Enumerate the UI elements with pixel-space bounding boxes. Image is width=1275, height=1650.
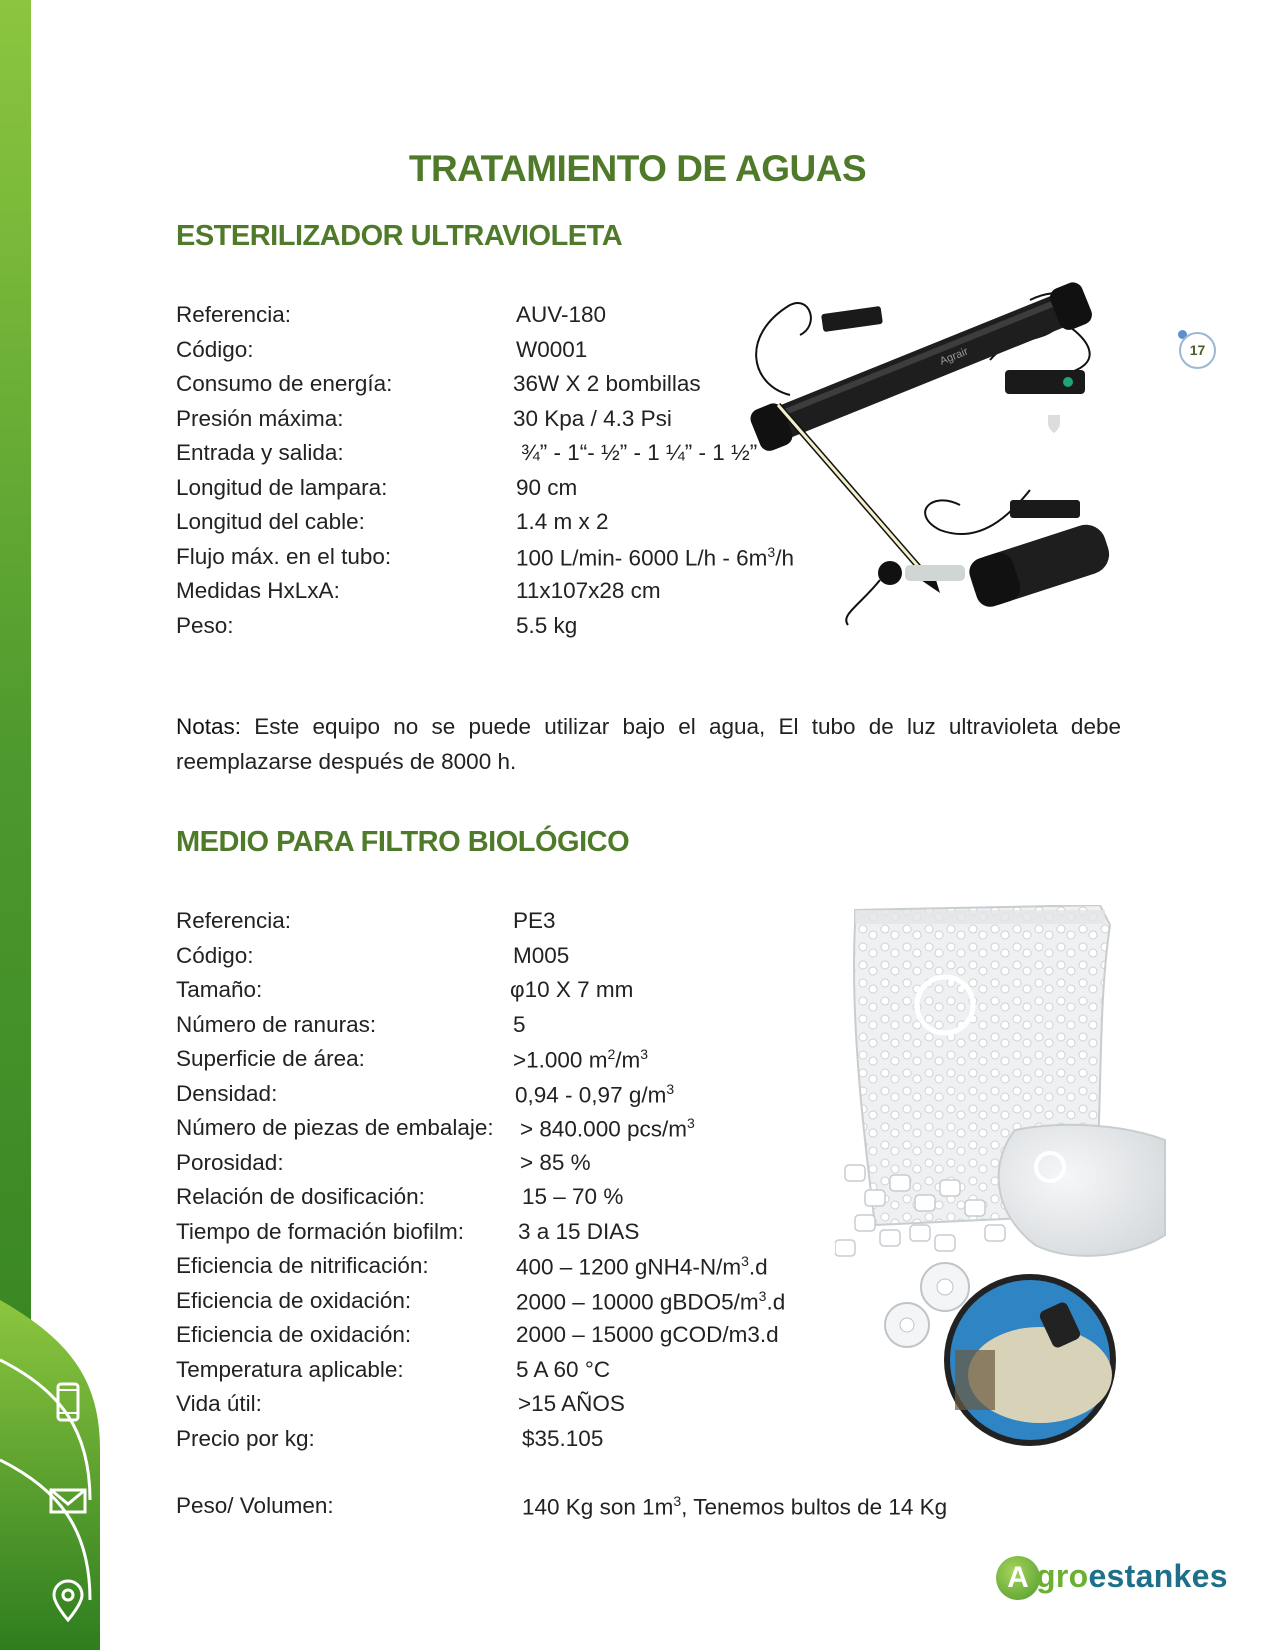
spec-label: Porosidad: [176, 1149, 284, 1175]
spec-value: 2000 – 15000 gCOD/m3.d [516, 1322, 779, 1347]
spec-value: AUV-180 [516, 302, 607, 327]
spec-label: Número de piezas de embalaje: [176, 1115, 494, 1140]
spec-row [176, 1493, 976, 1528]
spec-value [515, 1081, 674, 1109]
spec-value: φ10 X 7 mm [510, 977, 634, 1002]
spec-value: PE3 [513, 908, 556, 933]
logo-text [1036, 1558, 1228, 1595]
spec-row [176, 1219, 856, 1254]
spec-label: Referencia: [176, 302, 292, 327]
spec-value [513, 1046, 648, 1074]
spec-label: Vida útil: [176, 1391, 262, 1416]
spec-row [176, 1357, 856, 1392]
bio-spec-list [176, 908, 856, 1460]
spec-label: Eficiencia de nitrificación: [176, 1253, 429, 1278]
spec-label: Precio por kg: [176, 1425, 315, 1451]
spec-label: Relación de dosificación: [176, 1184, 425, 1209]
spec-value [516, 1288, 785, 1316]
bio-filter-media-image [835, 905, 1175, 1475]
phone-icon [44, 1378, 92, 1426]
spec-row [176, 1012, 856, 1047]
spec-label: Código: [176, 336, 254, 362]
spec-row [176, 475, 816, 510]
spec-row [176, 337, 816, 372]
spec-label: Consumo de energía: [176, 371, 393, 396]
spec-row [176, 1288, 856, 1323]
spec-value: 1.4 m x 2 [516, 509, 609, 534]
spec-value: 30 Kpa / 4.3 Psi [513, 405, 672, 431]
spec-label: Peso/ Volumen: [176, 1493, 334, 1518]
spec-label: Eficiencia de oxidación: [176, 1287, 412, 1313]
spec-row [176, 440, 816, 475]
notes-label: Notas: [176, 714, 242, 739]
spec-value: $35.105 [522, 1425, 604, 1451]
spec-value: 11x107x28 cm [516, 578, 661, 603]
uv-notes [176, 709, 1121, 779]
logo-initial: A [996, 1556, 1040, 1600]
spec-value-sup: 3 [741, 1253, 749, 1269]
spec-value-suffix: .d [766, 1289, 786, 1314]
spec-row [176, 302, 816, 337]
spec-value-suffix: .d [748, 1254, 768, 1280]
spec-value-sup: 3 [673, 1493, 682, 1509]
uv-brand-mark: Agrair [938, 345, 970, 368]
spec-row [176, 1322, 856, 1357]
spec-row [176, 943, 856, 978]
spec-value [522, 1493, 947, 1521]
spec-value-main: 400 – 1200 gNH4-N/m [516, 1254, 742, 1280]
spec-label: Entrada y salida: [176, 440, 344, 465]
page-title: TRATAMIENTO DE AGUAS [408, 148, 867, 189]
spec-label: Referencia: [176, 908, 292, 933]
notes-text: Este equipo no se puede utilizar bajo el agua, El tubo de luz ultravioleta debe reemplazarse después de 8000 h. [176, 714, 1121, 774]
spec-value: 5 A 60 °C [516, 1356, 611, 1382]
spec-value [520, 1115, 695, 1143]
spec-row [176, 509, 816, 544]
spec-row [176, 1046, 856, 1081]
spec-label: Longitud de lampara: [176, 474, 388, 500]
spec-label: Tiempo de formación biofilm: [176, 1218, 465, 1244]
location-icon [44, 1576, 92, 1624]
spec-label: Temperatura aplicable: [176, 1356, 404, 1382]
spec-label: Densidad: [176, 1080, 278, 1106]
spec-value-sup: 3 [767, 543, 776, 560]
spec-value-sup: 3 [666, 1080, 675, 1097]
spec-value-suffix: /h [775, 545, 794, 570]
spec-label: Peso: [176, 612, 234, 638]
spec-value-main: > 840.000 pcs/m [520, 1116, 687, 1142]
spec-row [176, 613, 816, 648]
spec-value: 5.5 kg [516, 612, 578, 638]
spec-label: Tamaño: [176, 977, 263, 1002]
spec-row [176, 1115, 856, 1150]
uv-spec-list [176, 302, 816, 647]
spec-value: 15 – 70 % [522, 1184, 624, 1209]
spec-label: Superficie de área: [176, 1046, 365, 1071]
uv-sterilizer-image [730, 275, 1140, 660]
spec-value-main: 140 Kg son 1m [522, 1494, 674, 1520]
spec-value-sup: 3 [640, 1046, 649, 1062]
spec-value-main: 0,94 - 0,97 g/m [515, 1082, 667, 1107]
spec-value: 90 cm [516, 474, 578, 500]
spec-row [176, 1253, 856, 1288]
spec-row [176, 908, 856, 943]
spec-value: 36W X 2 bombillas [513, 371, 701, 396]
mail-icon [44, 1477, 92, 1525]
spec-row [176, 1391, 856, 1426]
spec-value-main: >1.000 m [513, 1047, 608, 1073]
spec-value-main: 100 L/min- 6000 L/h - 6m [516, 545, 768, 570]
spec-row [176, 371, 816, 406]
spec-value-suffix: /m [615, 1047, 641, 1073]
spec-label: Longitud del cable: [176, 509, 365, 534]
logo-text-part1: gro [1036, 1558, 1089, 1594]
spec-value-main: 2000 – 10000 gBDO5/m [516, 1289, 759, 1314]
spec-value: M005 [513, 942, 570, 968]
spec-row [176, 1150, 856, 1185]
spec-row [176, 1426, 856, 1461]
uv-section-title: ESTERILIZADOR ULTRAVIOLETA [176, 220, 623, 252]
spec-row [176, 544, 816, 579]
spec-label: Código: [176, 942, 254, 968]
spec-value: ¾” - 1“- ½” - 1 ¼” - 1 ½” [521, 440, 758, 465]
spec-value: 3 a 15 DIAS [518, 1218, 640, 1244]
logo-text-part2: estankes [1088, 1558, 1228, 1594]
spec-value-sup: 3 [686, 1115, 695, 1131]
spec-row [176, 1081, 856, 1116]
spec-value: >15 AÑOS [518, 1391, 625, 1416]
spec-value-sup: 2 [607, 1046, 616, 1062]
spec-value [516, 1253, 768, 1281]
spec-label: Eficiencia de oxidación: [176, 1322, 412, 1347]
spec-label: Número de ranuras: [176, 1011, 377, 1037]
spec-value-sup: 3 [758, 1287, 767, 1304]
spec-value: > 85 % [520, 1149, 591, 1175]
spec-row [176, 977, 856, 1012]
spec-value: W0001 [516, 336, 588, 362]
spec-value: 5 [513, 1011, 526, 1037]
spec-label: Presión máxima: [176, 405, 344, 431]
spec-row [176, 406, 816, 441]
spec-label: Medidas HxLxA: [176, 578, 340, 603]
weight-volume-row [176, 1493, 976, 1528]
spec-label: Flujo máx. en el tubo: [176, 543, 392, 569]
spec-row [176, 578, 816, 613]
spec-row [176, 1184, 856, 1219]
spec-value-suffix: , Tenemos bultos de 14 Kg [681, 1494, 948, 1520]
page-number-badge: 17 [1179, 332, 1216, 369]
bio-section-title: MEDIO PARA FILTRO BIOLÓGICO [176, 826, 630, 858]
